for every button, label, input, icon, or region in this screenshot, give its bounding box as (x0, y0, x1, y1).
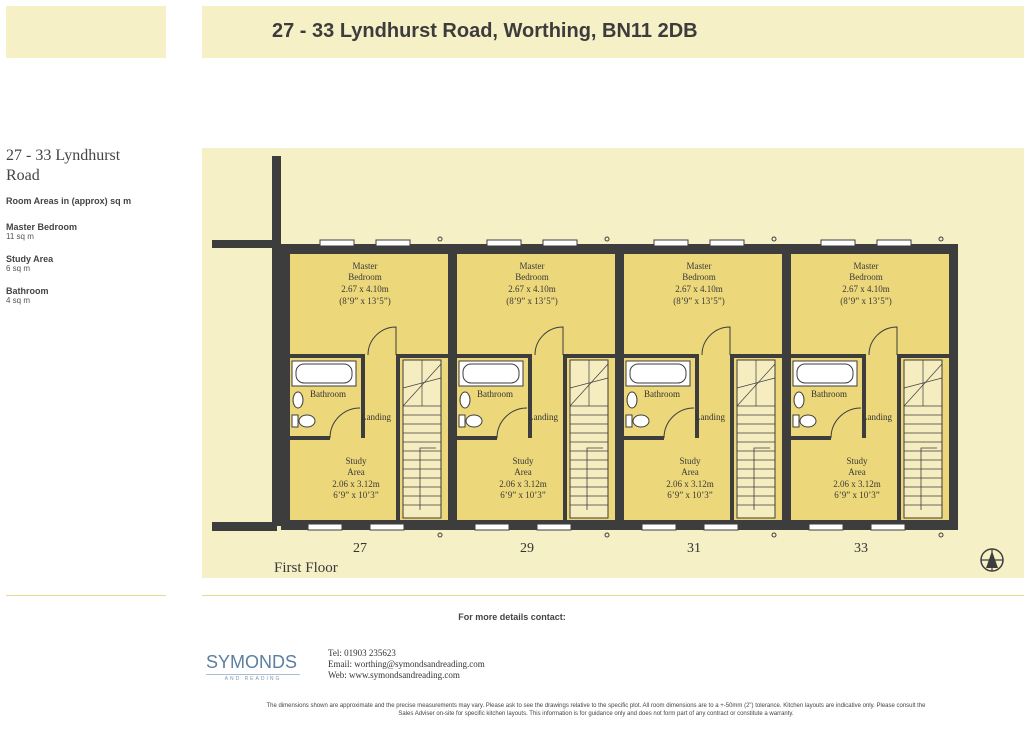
disclaimer-line1: The dimensions shown are approximate and the precise measurements may vary. Please ask to see the drawings relative to the specific plot. All room dimensions are to a +-50mm (2") tolerance. Kitchen layouts are indicative only. Please consult the (266, 703, 926, 709)
master-bedroom-label: Master (352, 261, 378, 271)
master-bedroom-metric: 2.67 x 4.10m (842, 284, 890, 294)
stair-wall (897, 358, 901, 520)
window (475, 524, 509, 530)
basin-icon (794, 392, 804, 408)
outer-wall-top-stub (212, 240, 277, 248)
toilet-icon (800, 415, 816, 427)
unit-bottom-wall (615, 520, 791, 530)
master-bedroom-label: Master (853, 261, 879, 271)
window (821, 240, 855, 246)
landing-label: Landing (528, 412, 558, 422)
unit-number: 27 (353, 541, 367, 556)
landing-label: Landing (695, 412, 725, 422)
unit-27 (281, 237, 457, 556)
unit-bottom-wall (782, 520, 958, 530)
window (704, 524, 738, 530)
logo-text: SYMONDS (206, 652, 298, 672)
room-area-bathroom: 4 sq m (6, 296, 31, 305)
study-area-imperial: 6’9” x 10’3” (667, 490, 713, 500)
study-area-metric: 2.06 x 3.12m (332, 479, 380, 489)
room-area-study-area: 6 sq m (6, 264, 31, 273)
toilet-icon (299, 415, 315, 427)
master-bedroom-imperial: (8’9” x 13’5”) (339, 296, 391, 306)
disclaimer (200, 702, 992, 718)
cistern-icon (292, 415, 298, 427)
toilet-icon (466, 415, 482, 427)
window (543, 240, 577, 246)
room-name-bathroom: Bathroom (6, 286, 49, 296)
page-title: 27 - 33 Lyndhurst Road, Worthing, BN11 2DB (272, 20, 698, 42)
room-area-master-bedroom: 11 sq m (6, 232, 34, 241)
window (809, 524, 843, 530)
unit-33 (782, 237, 958, 556)
bedroom-wall-right (897, 354, 949, 358)
vent-icon (438, 237, 442, 241)
vent-icon (939, 533, 943, 537)
bathroom-label: Bathroom (477, 389, 513, 399)
header-left-panel (6, 6, 166, 58)
study-area-imperial: 6’9” x 10’3” (333, 490, 379, 500)
contact-web[interactable]: Web: www.symondsandreading.com (328, 670, 460, 680)
units-layer (281, 237, 958, 556)
study-area-metric: 2.06 x 3.12m (666, 479, 714, 489)
study-area-imperial: 6’9” x 10’3” (500, 490, 546, 500)
contact-heading: For more details contact: (458, 612, 566, 622)
bedroom-wall-right (396, 354, 448, 358)
unit-right-wall (949, 244, 958, 530)
logo-subtext: AND READING (206, 674, 300, 682)
master-bedroom-imperial: (8’9” x 13’5”) (506, 296, 558, 306)
master-bedroom-metric: 2.67 x 4.10m (508, 284, 556, 294)
basin-icon (460, 392, 470, 408)
unit-left-wall (281, 244, 290, 530)
contact-email[interactable]: Email: worthing@symondsandreading.com (328, 659, 485, 669)
bathroom-label: Bathroom (644, 389, 680, 399)
vent-icon (605, 533, 609, 537)
compass-icon (981, 549, 1003, 571)
study-area-metric: 2.06 x 3.12m (499, 479, 547, 489)
unit-left-wall (782, 244, 791, 530)
unit-number: 29 (520, 541, 534, 556)
outer-wall-bottom-stub (212, 522, 277, 531)
vent-icon (772, 237, 776, 241)
unit-top-wall (281, 244, 457, 254)
bathroom-label: Bathroom (811, 389, 847, 399)
master-bedroom-metric: 2.67 x 4.10m (341, 284, 389, 294)
unit-31 (615, 237, 791, 556)
room-areas-heading: Room Areas in (approx) sq m (6, 196, 132, 206)
study-area-label: Study (846, 456, 868, 466)
sidebar-title-line1: 27 - 33 Lyndhurst (6, 147, 121, 164)
floor-plan-svg (202, 148, 1024, 578)
master-bedroom-imperial: (8’9” x 13’5”) (673, 296, 725, 306)
bedroom-wall-right (563, 354, 615, 358)
bedroom-wall (791, 354, 866, 358)
window (537, 524, 571, 530)
study-area-label: Area (681, 467, 699, 477)
left-divider (6, 595, 166, 596)
unit-29 (448, 237, 624, 556)
window (654, 240, 688, 246)
unit-left-wall (448, 244, 457, 530)
bathroom-wall (695, 354, 699, 438)
stair-wall (730, 358, 734, 520)
sidebar-title-line2: Road (6, 167, 40, 184)
window (642, 524, 676, 530)
stair-wall (563, 358, 567, 520)
bathroom-bottom-wall (791, 436, 831, 440)
unit-bottom-wall (281, 520, 457, 530)
study-area-label: Study (679, 456, 701, 466)
master-bedroom-metric: 2.67 x 4.10m (675, 284, 723, 294)
bathroom-bottom-wall (624, 436, 664, 440)
cistern-icon (793, 415, 799, 427)
vent-icon (772, 533, 776, 537)
study-area-label: Study (345, 456, 367, 466)
unit-number: 31 (687, 541, 701, 556)
contact-details (328, 648, 485, 681)
bedroom-wall-right (730, 354, 782, 358)
bathroom-wall (528, 354, 532, 438)
bathroom-label: Bathroom (310, 389, 346, 399)
header-bar (202, 6, 1024, 58)
master-bedroom-label: Bedroom (849, 272, 883, 282)
vent-icon (438, 533, 442, 537)
bedroom-wall (624, 354, 699, 358)
master-bedroom-label: Bedroom (682, 272, 716, 282)
study-area-label: Area (514, 467, 532, 477)
master-bedroom-label: Master (686, 261, 712, 271)
window (487, 240, 521, 246)
unit-top-wall (782, 244, 958, 254)
vent-icon (605, 237, 609, 241)
master-bedroom-label: Master (519, 261, 545, 271)
bathroom-wall (862, 354, 866, 438)
main-divider (202, 595, 1024, 596)
floor-label: First Floor (274, 560, 338, 576)
landing-label: Landing (862, 412, 892, 422)
basin-icon (627, 392, 637, 408)
sidebar-title (6, 146, 166, 186)
sidebar (6, 146, 166, 318)
bathroom-bottom-wall (290, 436, 330, 440)
unit-bottom-wall (448, 520, 624, 530)
window (370, 524, 404, 530)
agency-logo[interactable] (206, 652, 300, 682)
toilet-icon (633, 415, 649, 427)
master-bedroom-label: Bedroom (515, 272, 549, 282)
window (376, 240, 410, 246)
study-area-imperial: 6’9” x 10’3” (834, 490, 880, 500)
room-name-master-bedroom: Master Bedroom (6, 222, 78, 232)
contact-tel[interactable]: Tel: 01903 235623 (328, 648, 396, 658)
bathroom-bottom-wall (457, 436, 497, 440)
unit-number: 33 (854, 541, 868, 556)
window (320, 240, 354, 246)
study-area-label: Area (848, 467, 866, 477)
unit-left-wall (615, 244, 624, 530)
cistern-icon (459, 415, 465, 427)
window (877, 240, 911, 246)
window (710, 240, 744, 246)
study-area-label: Area (347, 467, 365, 477)
unit-top-wall (615, 244, 791, 254)
landing-label: Landing (361, 412, 391, 422)
floor-plan-panel (202, 148, 1024, 578)
bedroom-wall (457, 354, 532, 358)
bedroom-wall (290, 354, 365, 358)
unit-top-wall (448, 244, 624, 254)
stair-wall (396, 358, 400, 520)
outer-wall-vertical (272, 156, 281, 526)
room-name-study-area: Study Area (6, 254, 54, 264)
master-bedroom-label: Bedroom (348, 272, 382, 282)
window (308, 524, 342, 530)
bathroom-wall (361, 354, 365, 438)
cistern-icon (626, 415, 632, 427)
master-bedroom-imperial: (8’9” x 13’5”) (840, 296, 892, 306)
study-area-label: Study (512, 456, 534, 466)
window (871, 524, 905, 530)
study-area-metric: 2.06 x 3.12m (833, 479, 881, 489)
vent-icon (939, 237, 943, 241)
basin-icon (293, 392, 303, 408)
disclaimer-line2: Sales Adviser on-site for specific kitchen layouts. This information is for guidance only and does not form part of any contract or constitute a warranty. (398, 711, 794, 717)
